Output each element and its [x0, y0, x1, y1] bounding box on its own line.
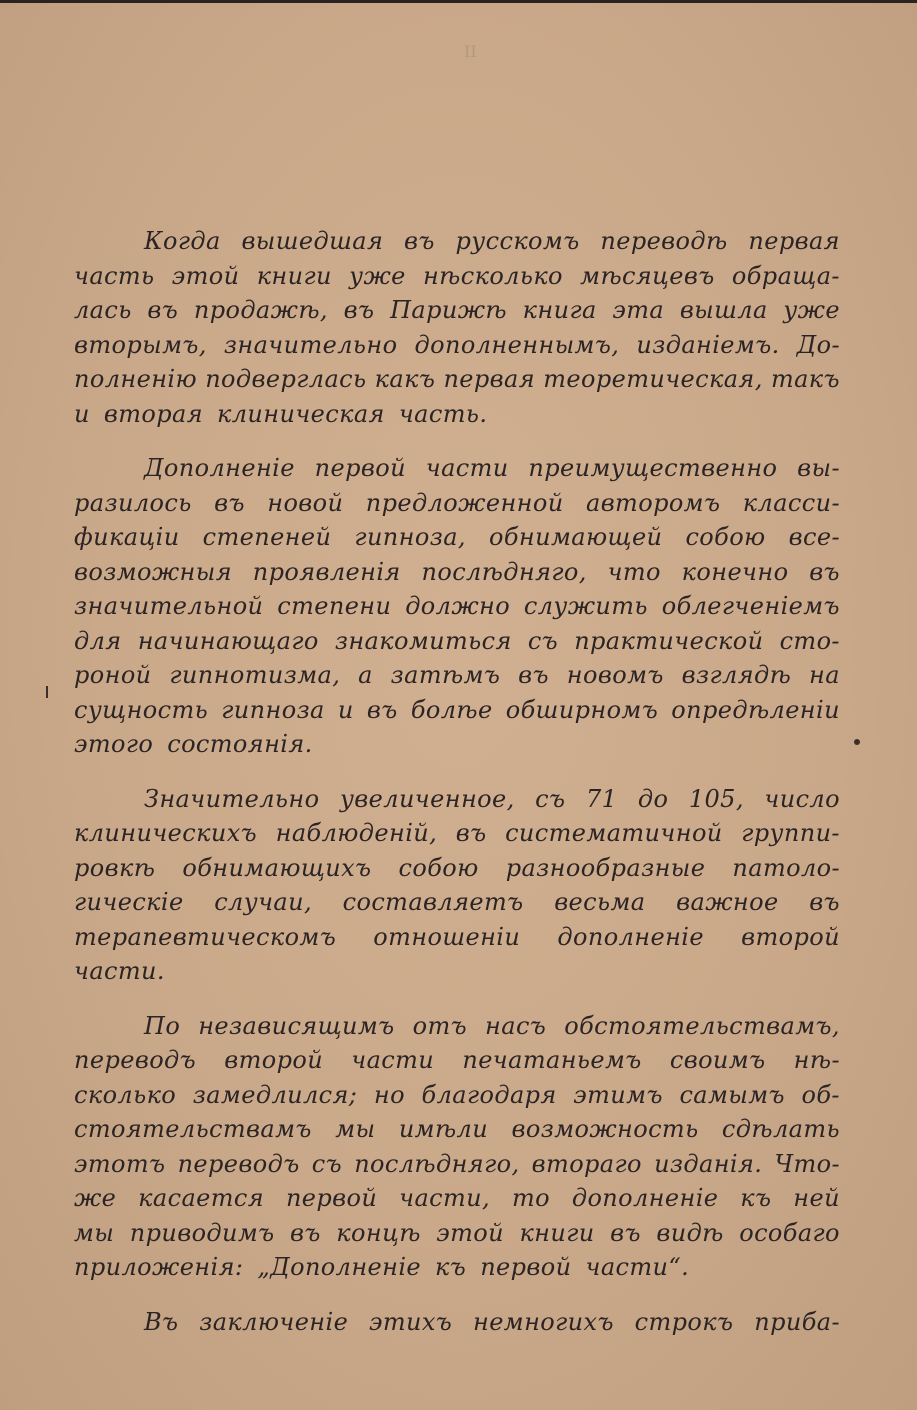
word: первая: [443, 365, 536, 393]
word: облегченіемъ: [661, 592, 840, 620]
word: степеней: [202, 523, 332, 551]
word: части: [351, 1046, 435, 1074]
text-line: [74, 624, 840, 659]
word: число: [764, 784, 840, 813]
word: лась: [74, 296, 132, 324]
text-line: [74, 816, 840, 851]
text-line: [74, 1147, 840, 1182]
text-line: [74, 920, 840, 955]
word: клиническихъ: [74, 819, 258, 847]
word: дополненіе: [571, 1184, 719, 1212]
word: къ: [740, 1184, 772, 1212]
word: сдѣлать: [721, 1115, 840, 1143]
word: сто-: [779, 626, 840, 655]
text-line: [74, 362, 840, 397]
word: второй: [741, 922, 840, 951]
word: такъ: [770, 365, 840, 393]
word: то: [511, 1184, 550, 1212]
word: „Дополненіе: [257, 1253, 422, 1281]
word: переводѣ: [600, 227, 728, 255]
word: предложенной: [365, 488, 564, 517]
word: ней: [793, 1184, 840, 1212]
text-line: [74, 1216, 840, 1251]
text-line: [74, 782, 840, 817]
word: клиническая: [217, 399, 385, 428]
word: но: [373, 1080, 405, 1109]
word: значительной: [74, 592, 264, 620]
word: мы: [74, 1218, 115, 1247]
word: роной: [74, 661, 152, 689]
margin-mark: [46, 686, 48, 698]
word: Значительно: [144, 784, 320, 813]
word: новой: [267, 488, 344, 517]
word: своимъ: [669, 1046, 766, 1074]
word: въ: [404, 227, 435, 255]
word: самымъ: [679, 1080, 785, 1109]
word: нѣсколько: [422, 261, 563, 290]
word: же: [74, 1184, 117, 1212]
word: класси-: [742, 488, 840, 517]
word: благодаря: [421, 1080, 557, 1109]
text-line: [74, 851, 840, 886]
word: гипноза,: [354, 523, 466, 551]
word: изданія.: [654, 1149, 763, 1178]
text-line: [74, 1305, 840, 1340]
word: послѣдняго,: [354, 1149, 520, 1178]
word: втораго: [531, 1149, 642, 1178]
text-line: [74, 1250, 840, 1285]
word: съ: [535, 784, 566, 813]
text-line: [74, 293, 840, 328]
word: Что-: [774, 1149, 840, 1178]
word: приложенія:: [74, 1253, 244, 1281]
word: конечно: [681, 557, 789, 586]
word: мы: [335, 1115, 376, 1143]
word: части.: [74, 957, 165, 985]
word: преимущественно: [528, 454, 778, 482]
word: этой: [436, 1218, 504, 1247]
word: Парижѣ: [390, 296, 507, 324]
word: этихъ: [369, 1307, 453, 1336]
bleed-through-page-number: II: [464, 42, 477, 61]
word: увеличенное,: [339, 784, 515, 813]
word: насъ: [485, 1011, 547, 1040]
word: въ: [147, 296, 179, 324]
body-text: [74, 224, 840, 1359]
word: первой: [285, 1184, 378, 1212]
word: собою: [398, 853, 479, 882]
word: значительно: [223, 330, 398, 359]
word: Дополненіе: [144, 454, 295, 482]
text-line: [74, 224, 840, 259]
text-line: [74, 885, 840, 920]
word: книги: [519, 1218, 595, 1247]
word: уже: [349, 261, 406, 290]
word: приводимъ: [129, 1218, 275, 1247]
word: часть: [74, 261, 155, 290]
word: имѣли: [398, 1115, 489, 1143]
text-line: [74, 259, 840, 294]
word: группи-: [741, 819, 840, 847]
word: уже: [783, 296, 840, 324]
word: полненію: [74, 365, 198, 393]
word: вы-: [797, 454, 840, 482]
word: обнимающихъ: [182, 853, 372, 882]
word: вторымъ,: [74, 330, 207, 359]
word: собою: [685, 523, 766, 551]
word: части: [425, 454, 509, 482]
word: дополненнымъ,: [414, 330, 620, 359]
word: русскомъ: [455, 227, 580, 255]
text-line: [74, 1181, 840, 1216]
word: первой: [480, 1253, 572, 1281]
word: взглядѣ: [681, 661, 792, 689]
word: этого: [74, 730, 154, 758]
word: авторомъ: [585, 488, 721, 517]
text-line: [74, 693, 840, 728]
paragraph: [74, 224, 840, 431]
paragraph: [74, 451, 840, 762]
text-line: [74, 328, 840, 363]
word: въ: [809, 888, 840, 916]
text-line: [74, 1078, 840, 1113]
ink-speck: [854, 739, 860, 745]
word: приба-: [754, 1307, 840, 1336]
word: знакомиться: [334, 626, 512, 655]
word: случаи,: [214, 888, 312, 916]
text-line: [74, 589, 840, 624]
word: книга: [522, 296, 597, 324]
word: опредѣленіи: [671, 695, 840, 724]
word: второй: [224, 1046, 324, 1074]
word: въ: [809, 557, 840, 586]
word: Въ: [144, 1307, 179, 1336]
word: наблюденій,: [275, 819, 438, 847]
text-line: [74, 520, 840, 555]
word: обнимающей: [489, 523, 663, 551]
word: замедлился;: [192, 1080, 358, 1109]
word: какъ: [374, 365, 436, 393]
word: 105,: [688, 784, 744, 813]
word: степени: [277, 592, 392, 620]
text-line: [74, 1112, 840, 1147]
word: гипнотизма,: [169, 661, 341, 689]
word: сущность: [74, 695, 209, 724]
word: вышедшая: [241, 227, 384, 255]
word: въ: [366, 695, 398, 724]
text-line: [74, 486, 840, 521]
text-line: [74, 658, 840, 693]
word: въ: [610, 1218, 641, 1247]
word: вторая: [103, 399, 203, 428]
word: теоретическая,: [543, 365, 763, 393]
word: нѣ-: [793, 1046, 840, 1074]
word: для: [74, 626, 122, 655]
word: переводъ: [177, 1149, 300, 1178]
text-line: [74, 555, 840, 590]
word: возможныя: [74, 557, 232, 586]
word: и: [337, 695, 354, 724]
text-line: [74, 1009, 840, 1044]
word: видѣ: [656, 1218, 724, 1247]
word: мѣсяцевъ: [580, 261, 715, 290]
word: строкъ: [634, 1307, 734, 1336]
word: обширномъ: [505, 695, 659, 724]
word: стоятельствамъ: [74, 1115, 312, 1143]
word: независящимъ: [198, 1011, 395, 1040]
paragraph: [74, 1009, 840, 1285]
word: подверглась: [205, 365, 367, 393]
word: сколько: [74, 1080, 177, 1109]
word: этой: [171, 261, 240, 290]
word: первая: [748, 227, 840, 255]
word: фикаціи: [74, 523, 180, 551]
word: касается: [138, 1184, 265, 1212]
word: часть.: [398, 399, 488, 428]
word: составляетъ: [342, 888, 524, 916]
word: важное: [676, 888, 779, 916]
text-line: [74, 1043, 840, 1078]
word: переводъ: [74, 1046, 197, 1074]
word: изданіемъ.: [636, 330, 780, 359]
word: концѣ: [336, 1218, 421, 1247]
word: печатаньемъ: [462, 1046, 642, 1074]
word: книги: [256, 261, 332, 290]
word: практической: [574, 626, 764, 655]
word: немногихъ: [472, 1307, 614, 1336]
word: части“.: [585, 1253, 690, 1281]
word: отъ: [412, 1011, 467, 1040]
word: обраща-: [731, 261, 840, 290]
word: въ: [518, 661, 549, 689]
word: въ: [214, 488, 245, 517]
word: вышла: [679, 296, 768, 324]
word: патоло-: [732, 853, 840, 882]
word: гипноза: [221, 695, 325, 724]
word: къ: [435, 1253, 467, 1281]
word: возможность: [511, 1115, 699, 1143]
word: этимъ: [573, 1080, 663, 1109]
word: По: [144, 1011, 181, 1040]
text-line: [74, 954, 840, 989]
word: затѣмъ: [390, 661, 501, 689]
word: первой: [314, 454, 406, 482]
word: До-: [796, 330, 840, 359]
word: обстоятельствамъ,: [564, 1011, 840, 1040]
word: въ: [343, 296, 375, 324]
word: Когда: [144, 227, 221, 255]
word: заключеніе: [199, 1307, 349, 1336]
word: состоянія.: [167, 730, 313, 758]
word: особаго: [739, 1218, 840, 1247]
word: съ: [527, 626, 559, 655]
word: до: [637, 784, 669, 813]
text-line: [74, 727, 840, 762]
word: должно: [405, 592, 511, 620]
word: въ: [290, 1218, 321, 1247]
word: проявленія: [252, 557, 401, 586]
word: что: [607, 557, 661, 586]
word: а: [358, 661, 373, 689]
word: весьма: [554, 888, 646, 916]
word: начинающаго: [137, 626, 319, 655]
word: систематичной: [505, 819, 723, 847]
paragraph: [74, 782, 840, 989]
word: этотъ: [74, 1149, 166, 1178]
word: съ: [311, 1149, 343, 1178]
word: гическіе: [74, 888, 184, 916]
word: въ: [455, 819, 487, 847]
word: новомъ: [566, 661, 664, 689]
word: на: [809, 661, 840, 689]
word: ровкѣ: [74, 853, 156, 882]
word: все-: [788, 523, 840, 551]
word: эта: [612, 296, 665, 324]
word: болѣе: [410, 695, 493, 724]
word: служить: [523, 592, 648, 620]
top-edge-shadow: [0, 0, 917, 3]
word: разнообразные: [505, 853, 706, 882]
word: отношеніи: [373, 922, 521, 951]
word: дополненіе: [557, 922, 704, 951]
paragraph: [74, 1305, 840, 1340]
word: послѣдняго,: [421, 557, 587, 586]
word: части,: [399, 1184, 491, 1212]
text-line: [74, 451, 840, 486]
word: терапевтическомъ: [74, 922, 337, 951]
word: 71: [585, 784, 618, 813]
word: разилось: [74, 488, 192, 517]
text-line: [74, 397, 840, 432]
word: об-: [801, 1080, 840, 1109]
word: и: [74, 399, 90, 428]
word: продажѣ,: [193, 296, 328, 324]
